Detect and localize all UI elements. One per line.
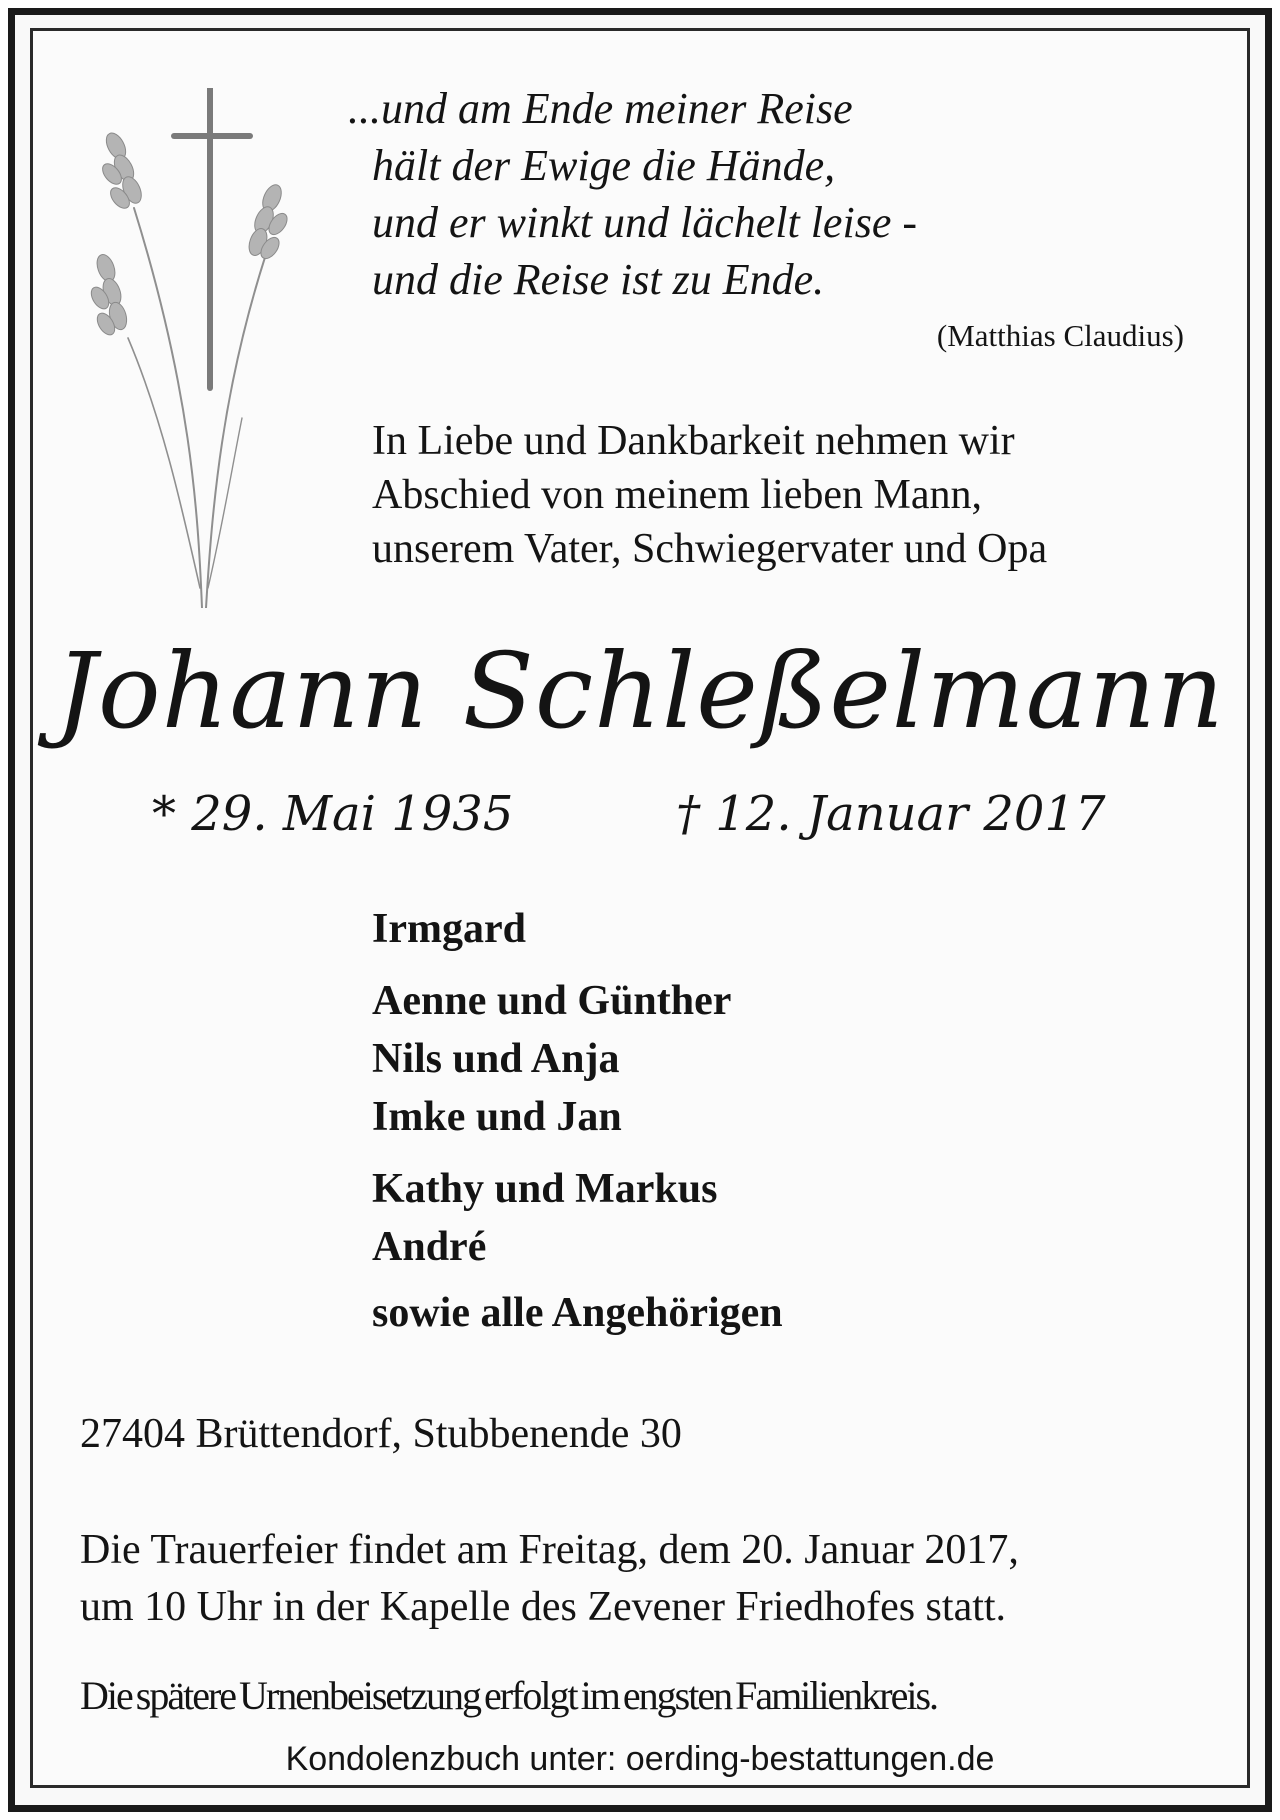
family-member: Nils und Anja — [372, 1036, 620, 1082]
poem-line: ...und am Ende meiner Reise — [348, 84, 853, 133]
service-info — [80, 1522, 1019, 1636]
intro-line: In Liebe und Dankbarkeit nehmen wir — [372, 418, 1015, 464]
poem-line: und er winkt und lächelt leise - — [372, 198, 917, 247]
cross-with-wheat-icon — [72, 88, 302, 608]
poem — [348, 80, 917, 308]
family-member: Irmgard — [372, 906, 526, 952]
family-member: sowie alle Angehörigen — [372, 1290, 783, 1336]
service-line: Die Trauerfeier findet am Freitag, dem 20. Januar 2017, — [80, 1527, 1019, 1573]
family-member: André — [372, 1224, 487, 1270]
burial-note: Die spätere Urnenbeisetzung erfolgt im engsten Familienkreis. — [80, 1673, 938, 1718]
intro-text — [372, 414, 1047, 576]
condolence-link: Kondolenzbuch unter: oerding-bestattungen.de — [285, 1740, 995, 1778]
family-group — [372, 1284, 783, 1342]
family-group — [372, 1160, 717, 1276]
poem-author: (Matthias Claudius) — [936, 318, 1184, 353]
intro-line: Abschied von meinem lieben Mann, — [372, 472, 983, 518]
family-member: Kathy und Markus — [372, 1166, 718, 1212]
poem-line: hält der Ewige die Hände, — [372, 141, 836, 190]
poem-line: und die Reise ist zu Ende. — [372, 255, 825, 304]
death-date: † 12. Januar 2017 — [676, 786, 1106, 842]
family-group — [372, 900, 526, 958]
family-member: Aenne und Günther — [372, 978, 732, 1024]
intro-line: unserem Vater, Schwiegervater und Opa — [372, 526, 1048, 572]
address: 27404 Brüttendorf, Stubbenende 30 — [80, 1411, 682, 1457]
deceased-name: Johann Schleßelmann — [55, 630, 1225, 752]
service-line: um 10 Uhr in der Kapelle des Zevener Friedhofes statt. — [80, 1584, 1007, 1630]
birth-date: * 29. Mai 1935 — [152, 786, 514, 842]
family-member: Imke und Jan — [372, 1094, 622, 1140]
family-group — [372, 972, 731, 1146]
